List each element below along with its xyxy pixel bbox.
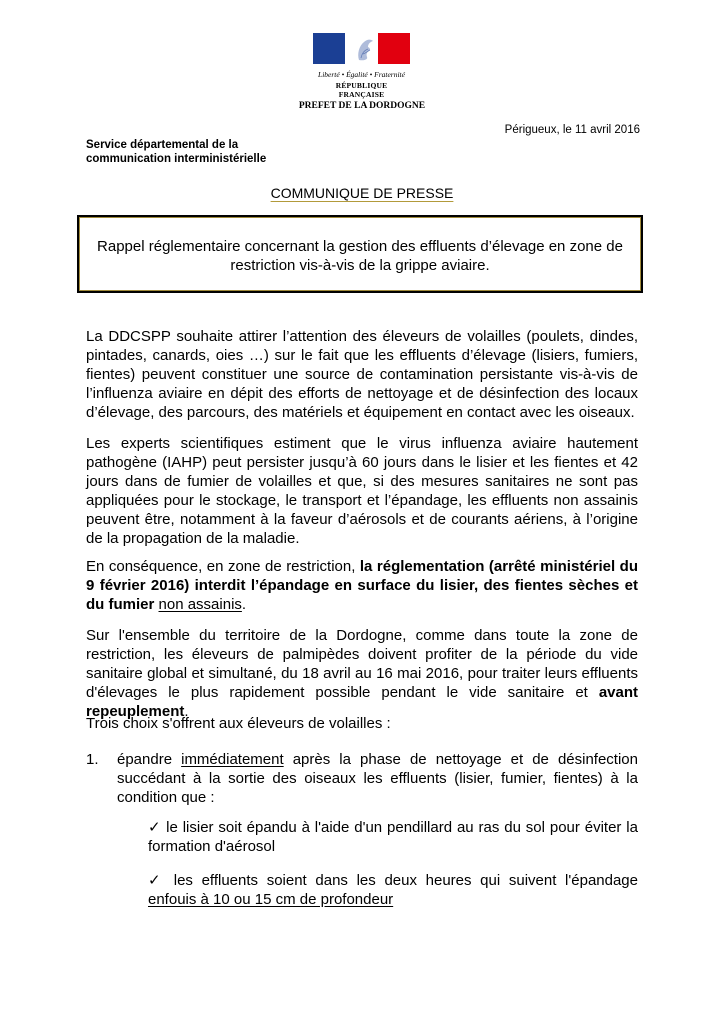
paragraph-4 (86, 626, 638, 721)
service-line-2: communication interministérielle (86, 153, 267, 165)
list-item-text (117, 750, 638, 807)
paragraph-4-start: Sur l'ensemble du territoire de la Dordogne, comme dans toute la zone de restriction, les éleveurs de palmipèdes doivent profiter de la période du vide sanitaire global et simultané, du 18 avril au 16 mai 2016, pour traiter leurs effluents d'élevages le plus rapidement possible pendant le vide sanitaire et (86, 627, 638, 701)
list-item-start: épandre (117, 751, 182, 768)
republic-name: RÉPUBLIQUE FRANÇAISE (335, 81, 388, 99)
check-item-1: ✓ le lisier soit épandu à l'aide d'un pendillard au ras du sol pour éviter la formation d'aérosol (148, 819, 638, 855)
republique-francaise-logo (313, 33, 410, 99)
paragraph-5: Trois choix s'offrent aux éleveurs de volailles : (86, 715, 391, 732)
paragraph-2: Les experts scientifiques estiment que le virus influenza aviaire hautement pathogène (IAHP) peut persister jusqu’à 60 jours dans le lisier et les fientes et 42 jours dans de fumier de volailles et que, si des mesures sanitaires ne sont pas appliquées pour le stockage, le transport et l’épandage, les effluents non assainis peuvent être, notamment à la faveur d’aérosols et de courants aériens, à l’origine de la propagation de la maladie. (86, 435, 638, 547)
communique-heading (0, 185, 724, 201)
list-item-end: après la phase de nettoyage et de désinfection succédant à la sortie des oiseaux les effluents (lisier, fumier, fientes) à la condition que : (117, 751, 638, 806)
list-item-number: 1. (86, 751, 99, 768)
list-item (86, 750, 638, 807)
frame-title: Rappel réglementaire concernant la gestion des effluents d’élevage en zone de restriction vis-à-vis de la grippe aviaire. (97, 238, 623, 274)
prefecture-name: PREFET DE LA DORDOGNE (298, 101, 426, 111)
check-item-2-underline: enfouis à 10 ou 15 cm de profondeur (148, 891, 394, 908)
paragraph-3-start: En conséquence, en zone de restriction, (86, 558, 360, 575)
paragraph-1: La DDCSPP souhaite attirer l’attention des éleveurs de volailles (poulets, dindes, pintades, canards, oies …) sur le fait que les effluents d’élevage (lisiers, fumiers, fientes) peuvent constituer une source de contamination persistante vis-à-vis de l’influenza aviaire en dépit des efforts de nettoyage et de désinfection des locaux d’élevage, des parcours, des matériels et équipement en contact avec les oiseaux. (86, 328, 638, 421)
paragraph-3 (86, 557, 638, 614)
paragraph-4-bold: avant repeuplement (86, 684, 638, 720)
service-line-1: Service départemental de la (86, 139, 239, 151)
document-date: Périgueux, le 11 avril 2016 (504, 124, 640, 136)
republic-motto: Liberté • Égalité • Fraternité (318, 70, 405, 79)
list-item-underline: immédiatement (181, 751, 284, 768)
paragraph-3-bold: la réglementation (arrêté ministériel du 9 février 2016) interdit l’épandage en surface du lisier, des fientes sèches et du fumier (86, 558, 638, 613)
marianne-icon (355, 36, 377, 62)
paragraph-3-end: . (241, 596, 247, 613)
title-frame (77, 215, 643, 293)
service-name (86, 138, 266, 166)
check-item-2-start: ✓ les effluents soient dans les deux heures qui suivent l'épandage (148, 872, 638, 889)
communique-title: COMMUNIQUE DE PRESSE (270, 185, 454, 201)
paragraph-4-end: . (184, 703, 189, 720)
tricolor-flag (313, 33, 410, 64)
check-item-2 (148, 871, 638, 909)
paragraph-3-underline: non assainis (158, 596, 242, 613)
